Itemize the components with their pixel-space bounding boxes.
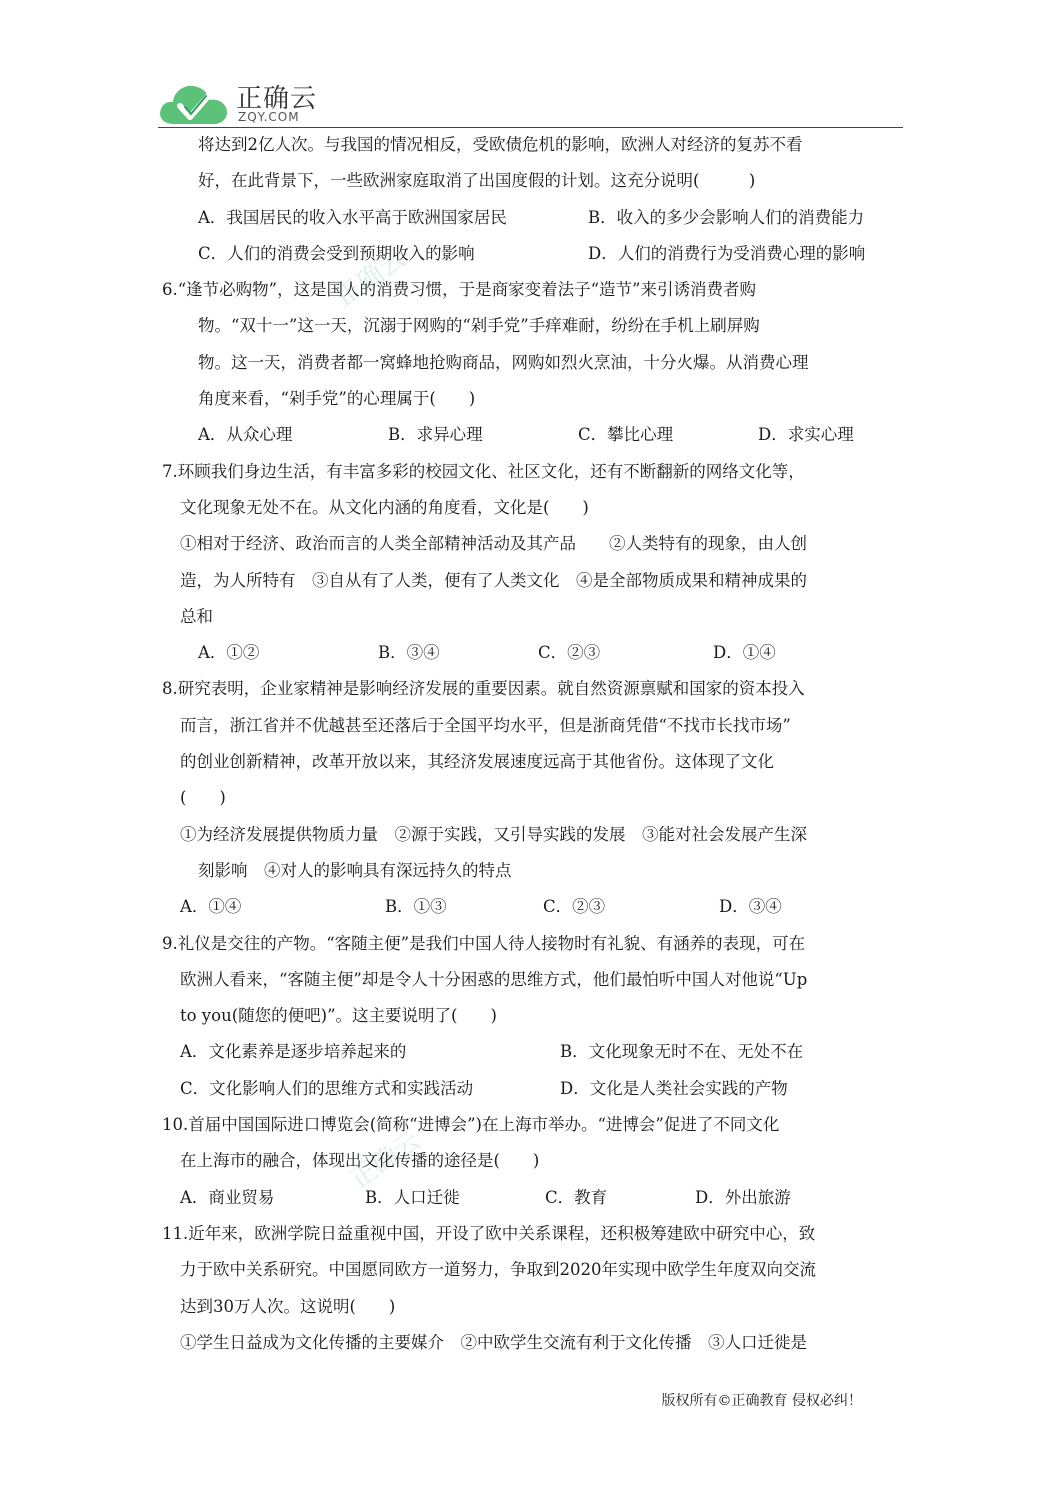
watermark: 正确云 [329,243,411,314]
option-c: C．攀比心理 [578,425,674,445]
question-text: 刻影响 ④对人的影响具有深远持久的特点 [198,860,512,880]
question-text: 文化现象无处不在。从文化内涵的角度看，文化是( ) [180,497,589,517]
option-d: D．①④ [713,643,776,663]
logo-text: 正确云 [236,84,318,114]
question-content [160,127,900,1361]
option-c: C．②③ [538,643,601,663]
option-c: C．文化影响人们的思维方式和实践活动 [180,1078,474,1098]
option-d: D．外出旅游 [695,1187,791,1207]
question-text: 将达到2亿人次。与我国的情况相反，受欧债危机的影响，欧洲人对经济的复苏不看 [198,135,803,154]
question-text: 11.近年来，欧洲学院日益重视中国，开设了欧中关系课程，还积极筹建欧中研究中心，致 [162,1223,816,1243]
option-d: D．文化是人类社会实践的产物 [560,1078,788,1098]
question-text: 9.礼仪是交往的产物。“客随主便”是我们中国人待人接物时有礼貌、有涵养的表现，可在 [162,933,806,953]
question-text: 欧洲人看来，“客随主便”却是令人十分困惑的思维方式，他们最怕听中国人对他说“Up [180,969,808,989]
question-text: to you(随您的便吧)”。这主要说明了( ) [180,1006,497,1026]
question-text: 造，为人所特有 ③自从有了人类，便有了人类文化 ④是全部物质成果和精神成果的 [180,570,807,590]
question-text: ( ) [180,788,226,808]
question-text: 角度来看，“剁手党”的心理属于( ) [198,389,476,409]
option-row [160,1071,900,1107]
option-d: D．人们的消费行为受消费心理的影响 [588,243,866,263]
question-text: 6.“逢节必购物”，这是国人的消费习惯，于是商家变着法子“造节”来引诱消费者购 [162,280,756,300]
copyright-footer: 版权所有©正确教育 侵权必纠！ [661,1393,862,1409]
question-text: 而言，浙江省并不优越甚至还落后于全国平均水平，但是浙商凭借“不找市长找市场” [180,715,791,735]
option-b: B．求异心理 [388,425,483,445]
option-row [160,1034,900,1070]
option-row [160,200,900,236]
question-text: 物。“双十一”这一天，沉溺于网购的“剁手党”手痒难耐，纷纷在手机上刷屏购 [198,316,760,336]
option-row [160,236,900,272]
option-a: A．我国居民的收入水平高于欧洲国家居民 [198,207,507,227]
question-text: 力于欧中关系研究。中国愿同欧方一道努力，争取到2020年实现中欧学生年度双向交流 [180,1260,816,1280]
option-b: B．③④ [378,643,440,663]
option-b: B．文化现象无时不在、无处不在 [560,1042,804,1062]
logo-subtext: ZQY.COM [238,110,300,124]
option-row [160,1180,900,1216]
question-text: 8.研究表明，企业家精神是影响经济发展的重要因素。就自然资源禀赋和国家的资本投入 [162,679,805,699]
option-a: A．商业贸易 [180,1187,275,1207]
option-c: C．教育 [545,1187,608,1207]
question-text: 物。这一天，消费者都一窝蜂地抢购商品，网购如烈火烹油，十分火爆。从消费心理 [198,352,809,372]
option-a: A．①② [198,643,260,663]
option-c: C．②③ [543,897,606,917]
question-text: 的创业创新精神，改革开放以来，其经济发展速度远高于其他省份。这体现了文化 [180,752,774,772]
option-b: B．人口迁徙 [365,1187,460,1207]
question-text: ①相对于经济、政治而言的人类全部精神活动及其产品 ②人类特有的现象，由人创 [180,534,807,554]
question-text: ①学生日益成为文化传播的主要媒介 ②中欧学生交流有利于文化传播 ③人口迁徙是 [180,1332,807,1352]
option-row [160,635,900,671]
option-c: C．人们的消费会受到预期收入的影响 [198,243,475,263]
watermark: 正确云 [344,1125,426,1196]
option-a: A．文化素养是逐步培养起来的 [180,1042,407,1062]
question-text: 达到30万人次。这说明( ) [180,1296,396,1316]
option-a: A．从众心理 [198,425,293,445]
option-a: A．①④ [180,897,242,917]
option-row [160,417,900,453]
option-d: D．③④ [719,897,782,917]
cloud-check-logo-icon [158,80,230,126]
question-text: 在上海市的融合，体现出文化传播的途径是( ) [180,1151,540,1171]
question-text: ①为经济发展提供物质力量 ②源于实践，又引导实践的发展 ③能对社会发展产生深 [180,824,807,844]
question-text: 10.首届中国国际进口博览会(简称“进博会”)在上海市举办。“进博会”促进了不同文化 [162,1115,780,1135]
question-text: 总和 [180,606,213,626]
option-b: B．①③ [385,897,447,917]
option-d: D．求实心理 [758,425,854,445]
question-text: 好，在此背景下，一些欧洲家庭取消了出国度假的计划。这充分说明( ) [198,171,756,191]
page-header [158,76,903,128]
option-row [160,889,900,925]
question-text: 7.环顾我们身边生活，有丰富多彩的校园文化、社区文化，还有不断翻新的网络文化等， [162,461,805,481]
option-b: B．收入的多少会影响人们的消费能力 [588,207,865,227]
